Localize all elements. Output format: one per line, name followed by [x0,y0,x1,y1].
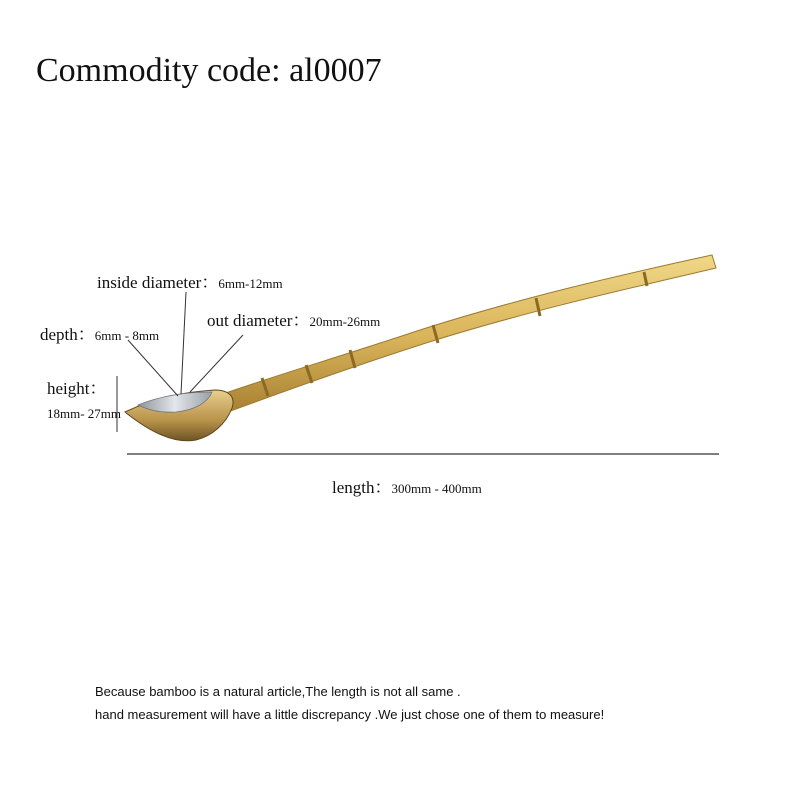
inside-diameter-value: 6mm-12mm [218,276,283,291]
commodity-code-title: Commodity code: al0007 [36,52,382,89]
height-value: 18mm- 27mm [47,406,122,421]
length-label [332,473,482,498]
inside-diameter-label [97,268,283,293]
height-name: height： [47,379,107,398]
out-diameter-value: 20mm-26mm [309,314,381,329]
inside-diameter-pointer [181,292,186,394]
depth-name: depth： [40,325,95,344]
out-diameter-pointer [190,335,243,392]
out-diameter-name: out diameter： [207,311,310,330]
length-value: 300mm - 400mm [391,481,482,496]
out-diameter-label [207,306,380,331]
depth-label [40,320,159,345]
note-line-2: hand measurement will have a little discrepancy .We just chose one of them to measure! [95,707,605,722]
length-name: length： [332,478,392,497]
depth-pointer [128,340,178,396]
depth-value: 6mm - 8mm [94,328,160,343]
note-line-1: Because bamboo is a natural article,The length is not all same . [95,684,461,699]
inside-diameter-name: inside diameter： [97,273,219,292]
